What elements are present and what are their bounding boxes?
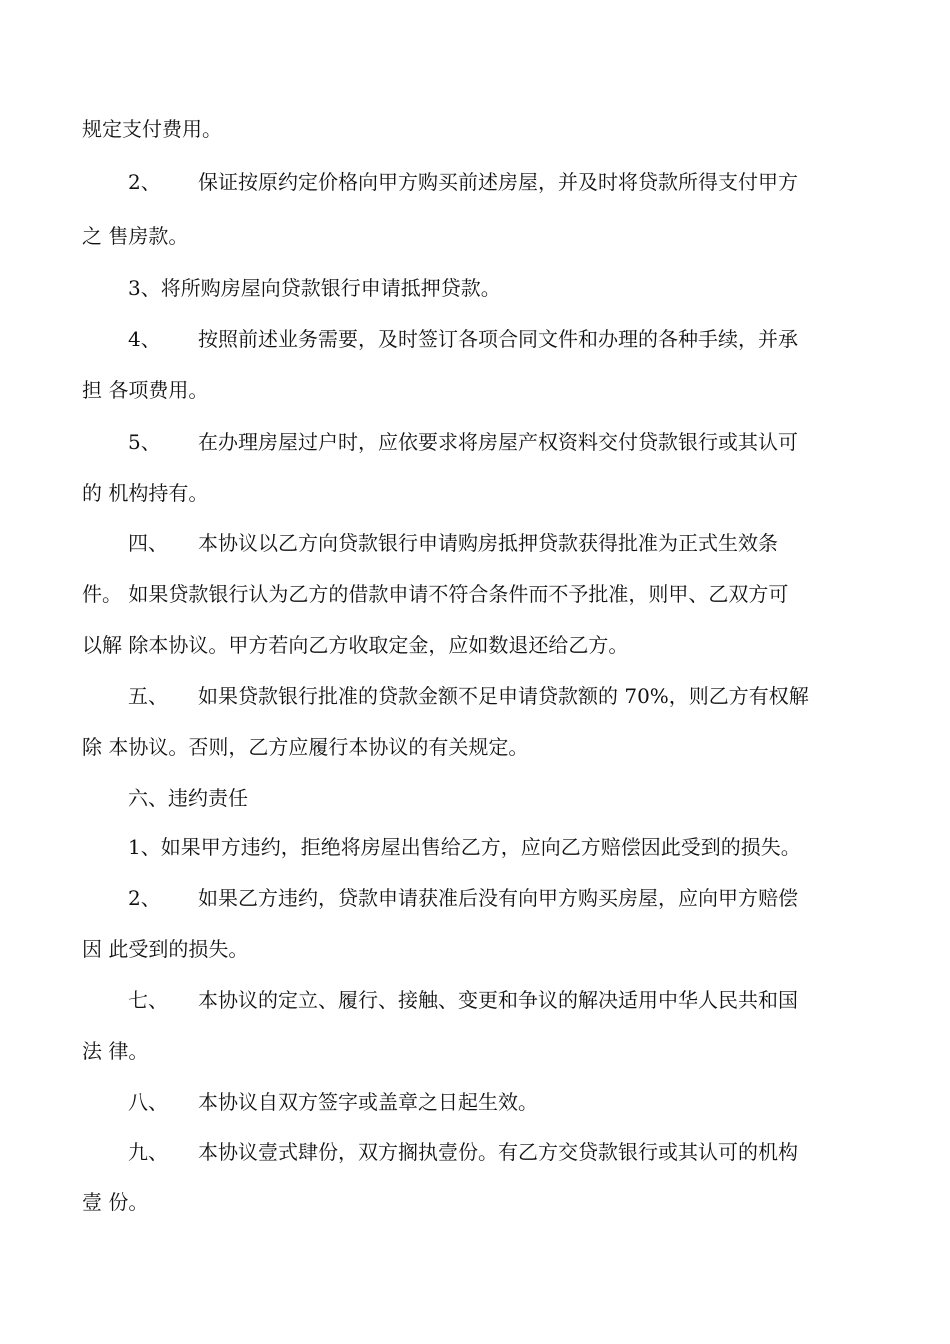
clause-line	[128, 169, 798, 195]
clause-line	[128, 885, 798, 911]
clause-number: 4、	[128, 327, 161, 351]
text-line: 件。 如果贷款银行认为乙方的借款申请不符合条件而不予批准，则甲、乙双方可	[82, 582, 789, 606]
clause-text: 本协议壹式肆份，双方搁执壹份。有乙方交贷款银行或其认可的机构	[198, 1140, 798, 1164]
text-line: 之 售房款。	[82, 224, 189, 248]
clause-text: 如果贷款银行批准的贷款金额不足申请贷款额的 70%，则乙方有权解	[198, 684, 809, 708]
clause-number: 四、	[128, 531, 168, 555]
text-line: 以解 除本协议。甲方若向乙方收取定金，应如数退还给乙方。	[82, 633, 629, 657]
clause-text: 在办理房屋过户时，应依要求将房屋产权资料交付贷款银行或其认可	[198, 430, 798, 454]
clause-line	[128, 530, 778, 556]
clause-line: 1、如果甲方违约，拒绝将房屋出售给乙方，应向乙方赔偿因此受到的损失。	[128, 835, 801, 859]
clause-line	[128, 326, 798, 352]
clause-number: 七、	[128, 988, 168, 1012]
clause-text: 本协议自双方签字或盖章之日起生效。	[198, 1090, 538, 1114]
clause-line	[128, 1089, 538, 1115]
clause-text: 本协议的定立、履行、接触、变更和争议的解决适用中华人民共和国	[198, 988, 798, 1012]
clause-text: 如果乙方违约，贷款申请获准后没有向甲方购买房屋，应向甲方赔偿	[198, 886, 798, 910]
clause-line	[128, 987, 798, 1013]
clause-text: 按照前述业务需要，及时签订各项合同文件和办理的各种手续，并承	[198, 327, 798, 351]
clause-number: 五、	[128, 684, 168, 708]
clause-number: 八、	[128, 1090, 168, 1114]
text-line: 担 各项费用。	[82, 378, 209, 402]
clause-number: 2、	[128, 170, 161, 194]
clause-line: 3、将所购房屋向贷款银行申请抵押贷款。	[128, 276, 501, 300]
clause-number: 5、	[128, 430, 161, 454]
clause-line	[128, 683, 809, 709]
text-line: 法 律。	[82, 1039, 149, 1063]
text-line: 壹 份。	[82, 1190, 149, 1214]
clause-line	[128, 429, 798, 455]
clause-text: 保证按原约定价格向甲方购买前述房屋，并及时将贷款所得支付甲方	[198, 170, 798, 194]
clause-text: 本协议以乙方向贷款银行申请购房抵押贷款获得批准为正式生效条	[198, 531, 778, 555]
text-line: 因 此受到的损失。	[82, 937, 249, 961]
clause-line	[128, 1139, 798, 1165]
clause-number: 2、	[128, 886, 161, 910]
text-line: 的 机构持有。	[82, 481, 209, 505]
text-line: 规定支付费用。	[82, 117, 222, 141]
text-line: 除 本协议。否则，乙方应履行本协议的有关规定。	[82, 735, 529, 759]
clause-number: 九、	[128, 1140, 168, 1164]
section-heading: 六、违约责任	[128, 786, 248, 810]
